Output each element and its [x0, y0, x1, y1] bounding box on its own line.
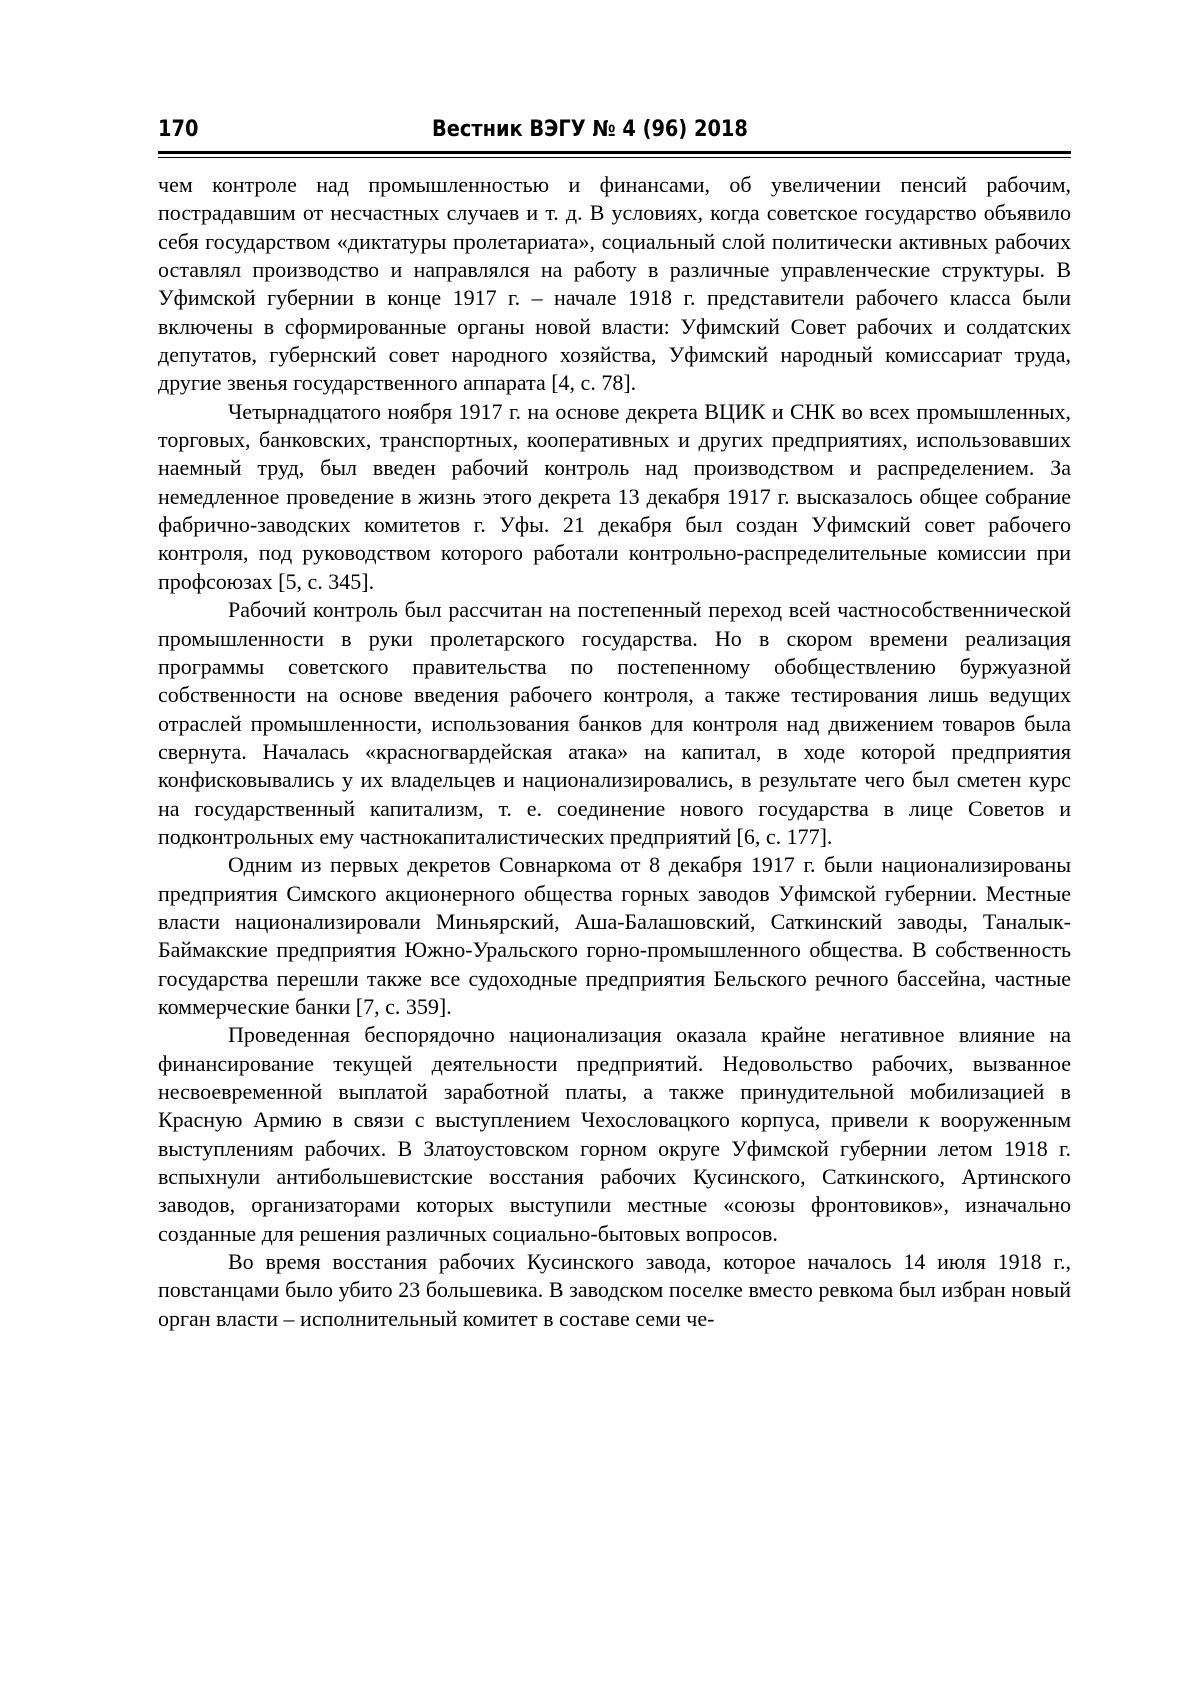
running-header — [158, 115, 1071, 151]
paragraph-kusa-uprising: Во время восстания рабочих Кусинского завода, которое началось 14 июля 1918 г., повстанцами было убито 23 большевика. В заводском поселке вместо ревкома был избран новый орган власти – исполнительный комитет в составе семи че- — [158, 1249, 1071, 1331]
paragraph-uprisings: Проведенная беспорядочно национализация оказала крайне негативное влияние на финансирование текущей деятельности предприятий. Недовольство рабочих, вызванное несвоевременной выплатой заработной платы, а также принудительной мобилизацией в Красную Армию в связи с выступлением Чехословацкого корпуса, привели к вооруженным выступлениям рабочих. В Златоустовском горном округе Уфимской губернии летом 1918 г. вспыхнули антибольшевистские восстания рабочих Кусинского, Саткинского, Артинского заводов, организаторами которых выступили местные «союзы фронтовиков», изначально созданные для решения различных социально-бытовых вопросов. — [158, 1022, 1071, 1246]
article-body — [158, 171, 1071, 1333]
header-rule-thin — [158, 157, 1071, 158]
paragraph-workers-control-decree: Четырнадцатого ноября 1917 г. на основе декрета ВЦИК и СНК во всех промышленных, торговых, банковских, транспортных, кооперативных и других предприятиях, использовавших наемный труд, был введен рабочий контроль над производством и распределением. За немедленное проведение в жизнь этого декрета 13 декабря 1917 г. высказалось общее собрание фабрично-заводских комитетов г. Уфы. 21 декабря был создан Уфимский совет рабочего контроля, под руководством которого работали контрольно-распределительные комиссии при профсоюзах [5, с. 345]. — [158, 398, 1071, 594]
paragraph-nationalization: Одним из первых декретов Совнаркома от 8 декабря 1917 г. были национализированы предприятия Симского акционерного общества горных заводов Уфимской губернии. Местные власти национализировали Миньярский, Аша-Балашовский, Саткинский заводы, Таналык-Баймакские предприятия Южно-Уральского горно-промышленного общества. В собственность государства перешли также все судоходные предприятия Бельского речного бассейна, частные коммерческие банки [7, с. 359]. — [158, 852, 1071, 1019]
paragraph-red-guard-attack: Рабочий контроль был рассчитан на постепенный переход всей частнособственнической промышленности в руки пролетарского государства. Но в скором времени реализация программы советского правительства по постепенному обобществлению буржуазной собственности на основе введения рабочего контроля, а также тестирования лишь ведущих отраслей промышленности, использования банков для контроля над движением товаров была свернута. Началась «красногвардейская атака» на капитал, в ходе которой предприятия конфисковывались у их владельцев и национализировались, в результате чего был сметен курс на государственный капитализм, т. е. соединение нового государства в лице Советов и подконтрольных ему частнокапиталистических предприятий [6, с. 177]. — [158, 597, 1071, 849]
paragraph-continuation: чем контроле над промышленностью и финансами, об увеличении пенсий рабочим, пострадавшим от несчастных случаев и т. д. В условиях, когда советское государство объявило себя государством «диктатуры пролетариата», социальный слой политически активных рабочих оставлял производство и направлялся на работу в различные управленческие структуры. В Уфимской губернии в конце 1917 г. – начале 1918 г. представители рабочего класса были включены в сформированные органы новой власти: Уфимский Совет рабочих и солдатских депутатов, губернский совет народного хозяйства, Уфимский народный комиссариат труда, другие звенья государственного аппарата [4, с. 78]. — [158, 172, 1071, 396]
header-rule-thick — [158, 151, 1071, 154]
journal-title: Вестник ВЭГУ № 4 (96) 2018 — [432, 117, 748, 142]
page-number: 170 — [158, 117, 199, 142]
